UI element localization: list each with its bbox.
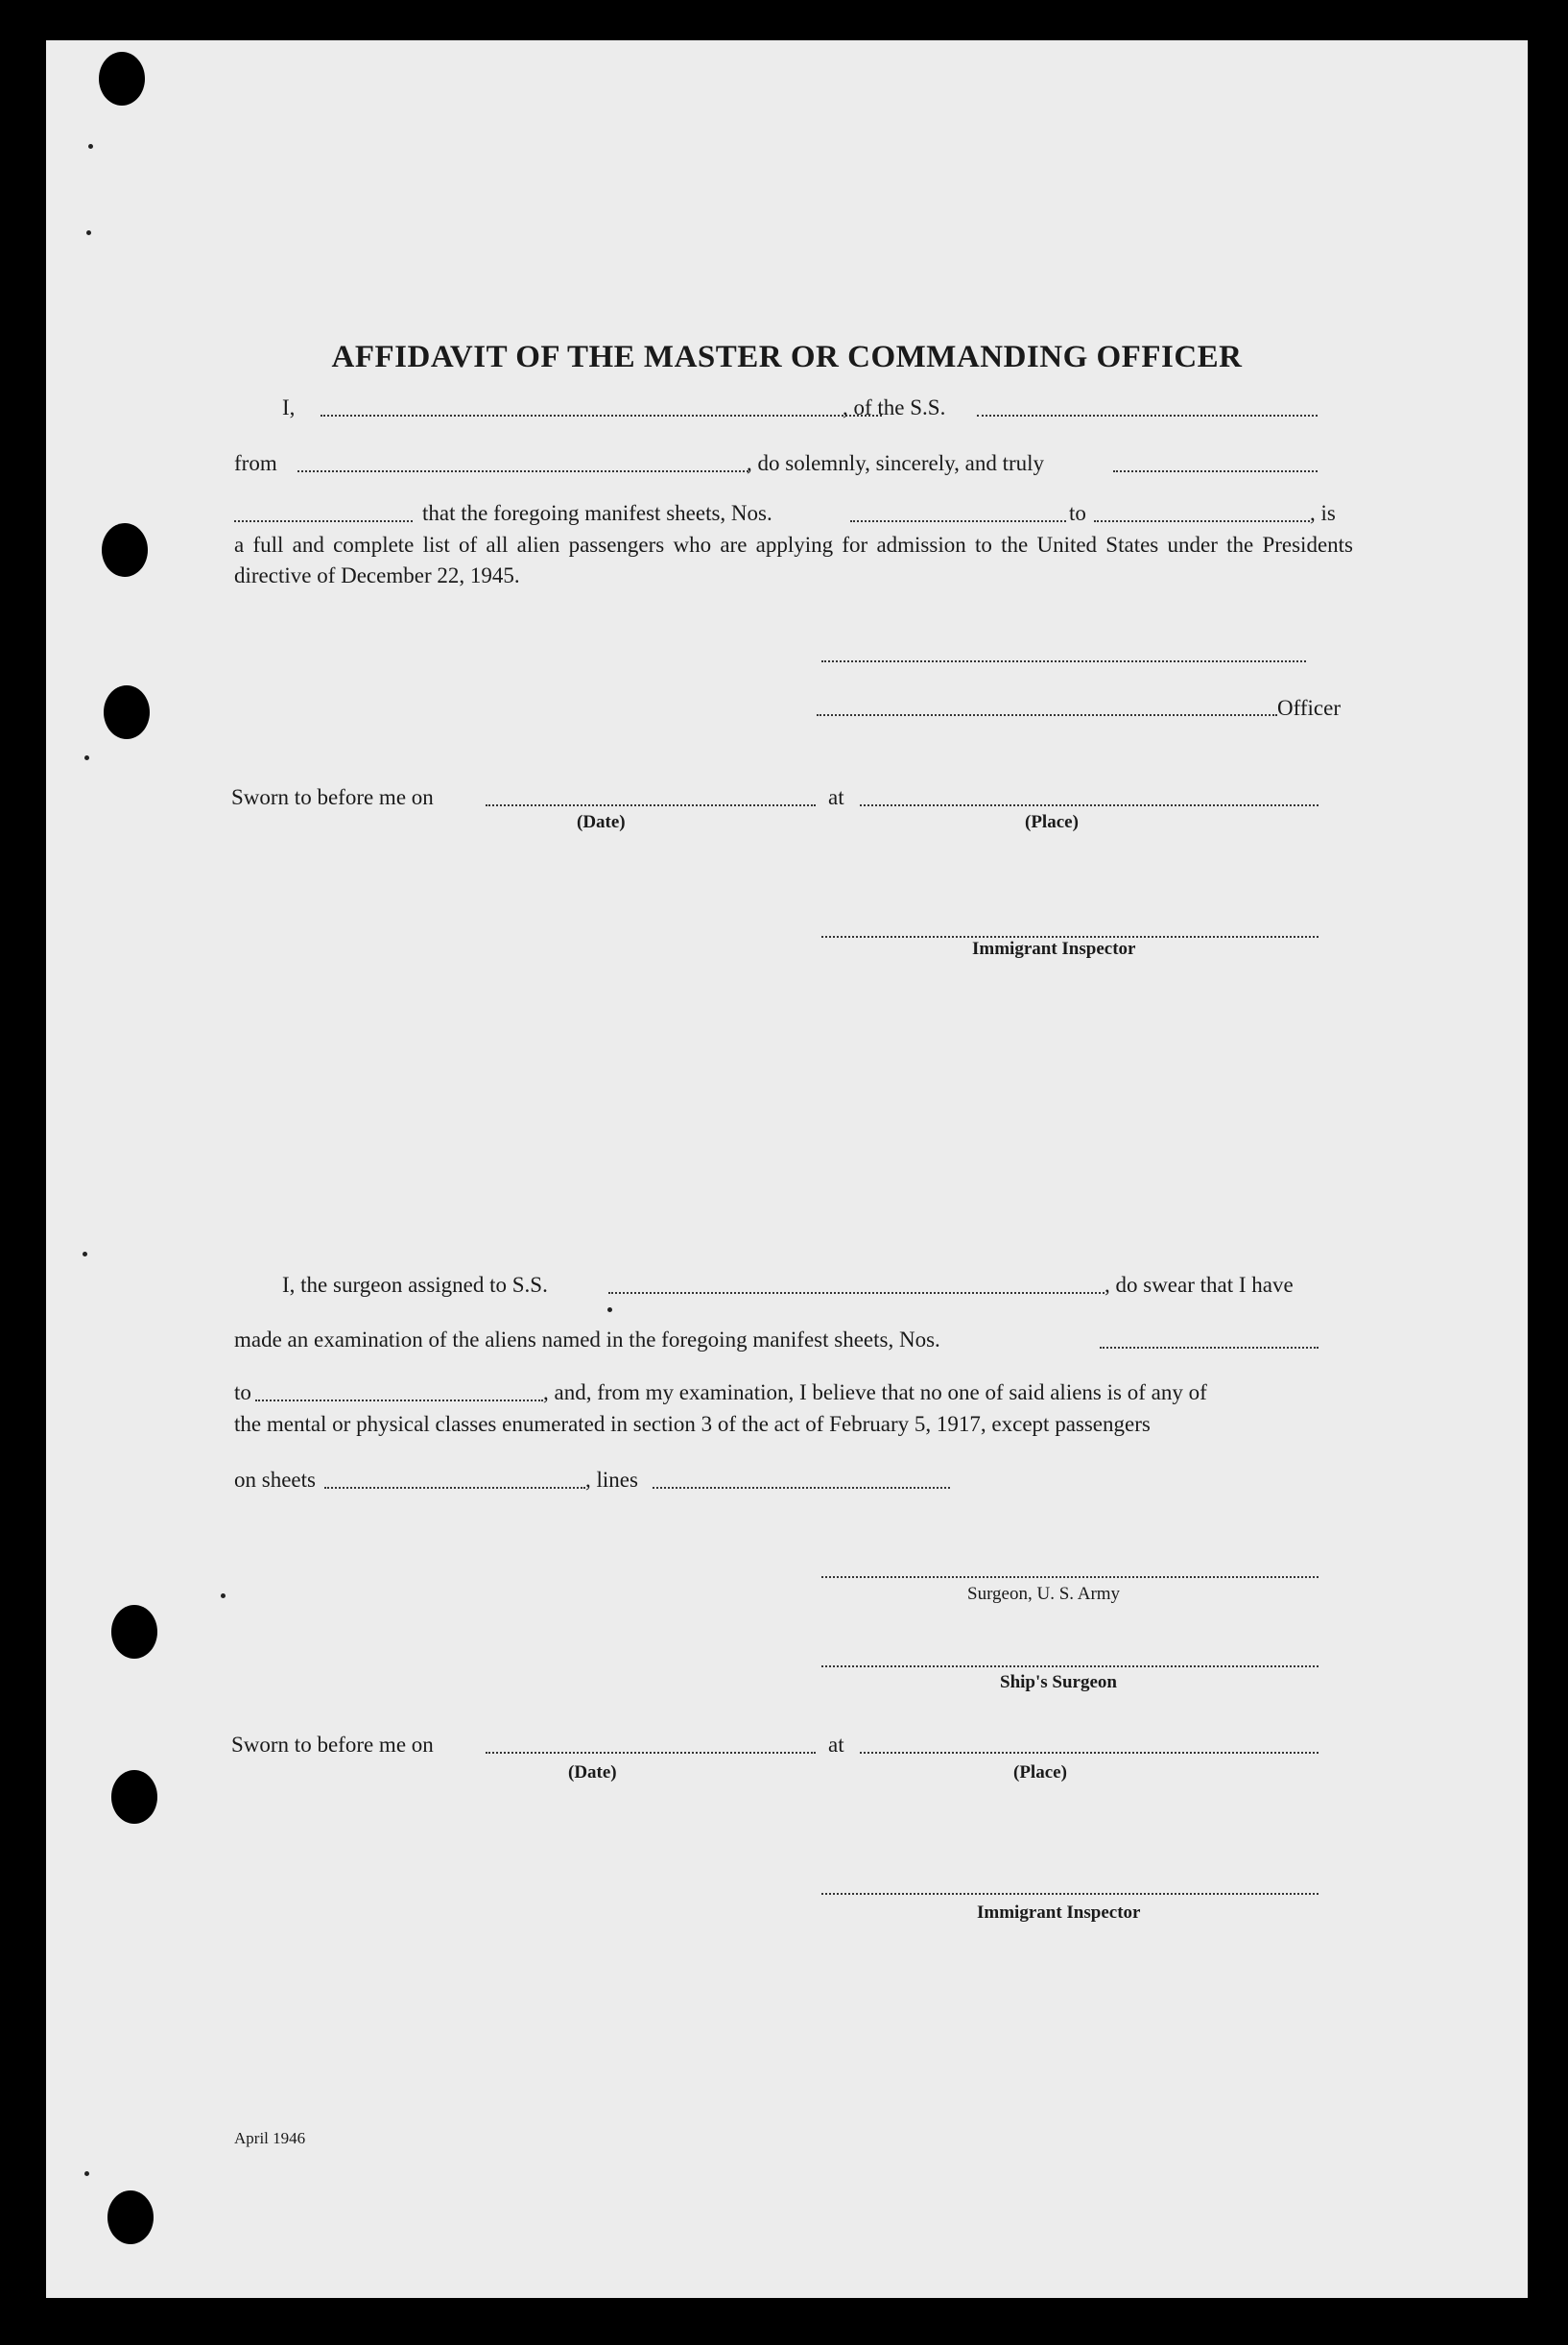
exam-label: made an examination of the aliens named in the foregoing manifest sheets, Nos. xyxy=(234,1328,940,1352)
sheet-from-field[interactable] xyxy=(850,520,1066,522)
sheet-to-field[interactable] xyxy=(1094,520,1310,522)
lines-label: , lines xyxy=(585,1468,638,1492)
swear-label: , do swear that I have xyxy=(1105,1273,1294,1297)
form-page xyxy=(46,40,1528,2298)
punch-hole xyxy=(104,685,150,739)
solemnly-label: , do solemnly, sincerely, and truly xyxy=(747,451,1045,475)
ship-surgeon-signature-line[interactable] xyxy=(821,1665,1319,1667)
ship-name-field[interactable] xyxy=(977,415,1318,417)
surgeon-intro-label: I, the surgeon assigned to S.S. xyxy=(282,1273,548,1297)
oath-verb-field[interactable] xyxy=(234,520,413,522)
surgeon-sheet-from-field[interactable] xyxy=(1100,1347,1319,1349)
sworn-label: Sworn to before me on xyxy=(231,785,434,809)
surgeon-inspector-signature-line[interactable] xyxy=(821,1893,1319,1895)
surgeon-place-caption: (Place) xyxy=(1013,1762,1067,1783)
to-label: to xyxy=(1069,501,1086,525)
punch-hole xyxy=(111,1770,157,1824)
ship-surgeon-caption: Ship's Surgeon xyxy=(1000,1672,1117,1692)
belief-label: , and, from my examination, I believe that no one of said aliens is of any of xyxy=(543,1380,1207,1404)
classes-statement: the mental or physical classes enumerated in section 3 of the act of February 5, 1917, except passengers xyxy=(234,1412,1151,1436)
inspector-signature-line[interactable] xyxy=(821,936,1319,938)
punch-hole xyxy=(111,1605,157,1659)
i-label: I, xyxy=(282,395,296,419)
inspector-caption: Immigrant Inspector xyxy=(972,939,1136,959)
at-label: at xyxy=(828,785,844,809)
speck xyxy=(221,1593,226,1598)
sheets-label: on sheets xyxy=(234,1468,316,1492)
master-name-field[interactable] xyxy=(321,415,882,417)
date-caption: (Date) xyxy=(577,812,626,832)
speck xyxy=(607,1307,612,1312)
of-ss-label: , of the S.S. xyxy=(843,395,946,419)
punch-hole xyxy=(107,2190,154,2244)
form-date: April 1946 xyxy=(234,2129,306,2147)
surgeon-inspector-caption: Immigrant Inspector xyxy=(977,1902,1141,1923)
punch-hole xyxy=(102,523,148,577)
surgeon-sworn-label: Sworn to before me on xyxy=(231,1733,434,1757)
punch-hole xyxy=(99,52,145,106)
surgeon-sworn-place-field[interactable] xyxy=(860,1752,1319,1754)
surgeon-at-label: at xyxy=(828,1733,844,1757)
origin-field[interactable] xyxy=(297,470,748,472)
speck xyxy=(83,1252,87,1256)
surgeon-to-label: to xyxy=(234,1380,251,1404)
speck xyxy=(84,2171,89,2176)
exception-sheets-field[interactable] xyxy=(324,1487,585,1489)
surgeon-ship-field[interactable] xyxy=(608,1292,1105,1294)
is-label: , is xyxy=(1310,501,1336,525)
army-surgeon-caption: Surgeon, U. S. Army xyxy=(967,1584,1121,1604)
surgeon-date-caption: (Date) xyxy=(568,1762,617,1783)
sworn-date-field[interactable] xyxy=(486,804,816,806)
manifest-label: that the foregoing manifest sheets, Nos. xyxy=(422,501,772,525)
officer-signature-line-1[interactable] xyxy=(821,660,1306,662)
speck xyxy=(84,755,89,760)
surgeon-sheet-to-field[interactable] xyxy=(255,1400,543,1401)
from-label: from xyxy=(234,451,277,475)
master-statement: a full and complete list of all alien passengers who are applying for admission to the United States under the Presidents directive of December 22, 1945. xyxy=(234,533,1353,587)
speck xyxy=(88,144,93,149)
officer-label: Officer xyxy=(1277,696,1341,720)
speck xyxy=(86,230,91,235)
oath-type-field[interactable] xyxy=(1113,470,1318,472)
exception-lines-field[interactable] xyxy=(653,1487,950,1489)
sworn-place-field[interactable] xyxy=(860,804,1319,806)
place-caption: (Place) xyxy=(1025,812,1079,832)
form-title: AFFIDAVIT OF THE MASTER OR COMMANDING OFFICER xyxy=(331,340,1243,374)
officer-signature-line-2[interactable] xyxy=(817,714,1277,716)
surgeon-sworn-date-field[interactable] xyxy=(486,1752,816,1754)
army-surgeon-signature-line[interactable] xyxy=(821,1576,1319,1578)
